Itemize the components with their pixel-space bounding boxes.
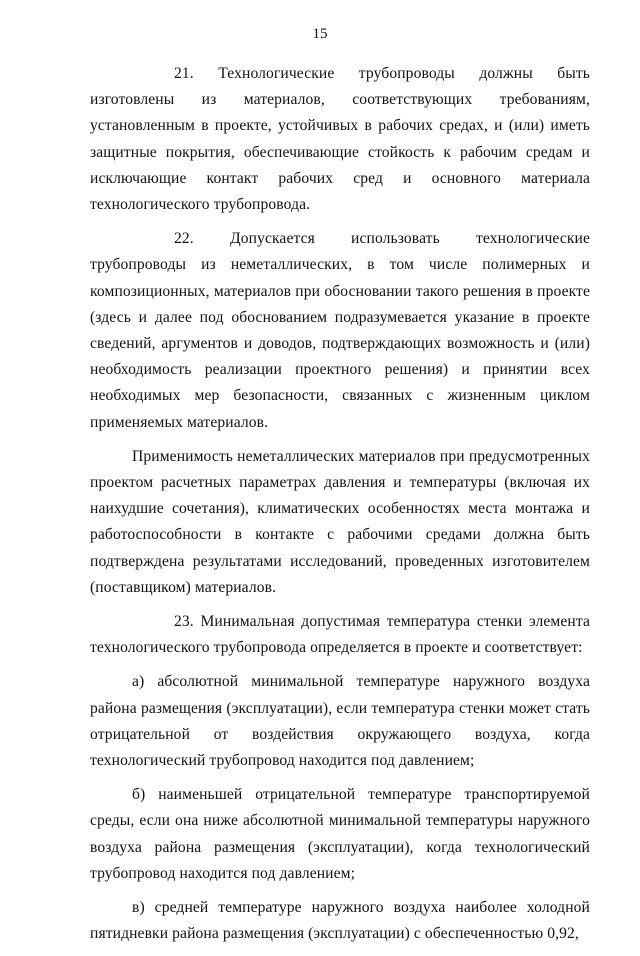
subitem-v: [90, 895, 590, 947]
subitem-b: [90, 782, 590, 887]
paragraph-21: [90, 61, 590, 218]
paragraph-23: [90, 609, 590, 661]
paragraph-text: б) наименьшей отрицательной температуре транспортируемой среды, если она ниже абсолютной минимальной температуры наружного воздуха района размещения (эксплуатации), когда технологический трубопровод находится под давлением;: [90, 786, 590, 882]
paragraph-text: Технологические трубопроводы должны быть изготовлены из материалов, соответствующих требованиям, установленным в проекте, устойчивых в рабочих средах, и (или) иметь защитные покрытия, обеспечивающие стойкость к рабочим средам и исключающие контакт рабочих сред и основного материала технологического трубопровода.: [90, 65, 590, 214]
document-body: [90, 61, 590, 956]
paragraph-text: а) абсолютной минимальной температуре наружного воздуха района размещения (эксплуатации), если температура стенки может стать отрицательной от воздействия окружающего воздуха, когда технологический трубопровод находится под давлением;: [90, 673, 590, 770]
paragraph-text: в) средней температуре наружного воздуха наиболее холодной пятидневки района размещения (эксплуатации) с обеспеченностью 0,92,: [90, 899, 590, 943]
subitem-a: [90, 669, 590, 774]
page-number: 15: [312, 26, 328, 42]
paragraph-number: 21.: [174, 65, 194, 82]
paragraph-22: [90, 226, 590, 436]
paragraph-text: Применимость неметаллических материалов при предусмотренных проектом расчетных параметрах давления и температуры (включая их наихудшие сочетания), климатических особенностях места монтажа и работоспособности в контакте с рабочими средами должна быть подтверждена результатами исследований, проведенных изготовителем (поставщиком) материалов.: [90, 447, 590, 596]
paragraph-text: Минимальная допустимая температура стенки элемента технологического трубопровода определяется в проекте и соответствует:: [90, 613, 590, 657]
paragraph-number: 22.: [174, 230, 194, 248]
paragraph-22-continuation: [90, 444, 590, 601]
paragraph-number: 23.: [174, 613, 194, 631]
paragraph-text: Допускается использовать технологические трубопроводы из неметаллических, в том числе полимерных и композиционных, материалов при обосновании такого решения в проекте (здесь и далее под обоснованием подразумевается указание в проекте сведений, аргументов и доводов, подтверждающих возможность и (или) необходимость реализации проектного решения) и принятии всех необходимых мер безопасности, связанных с жизненным циклом применяемых материалов.: [90, 230, 590, 431]
